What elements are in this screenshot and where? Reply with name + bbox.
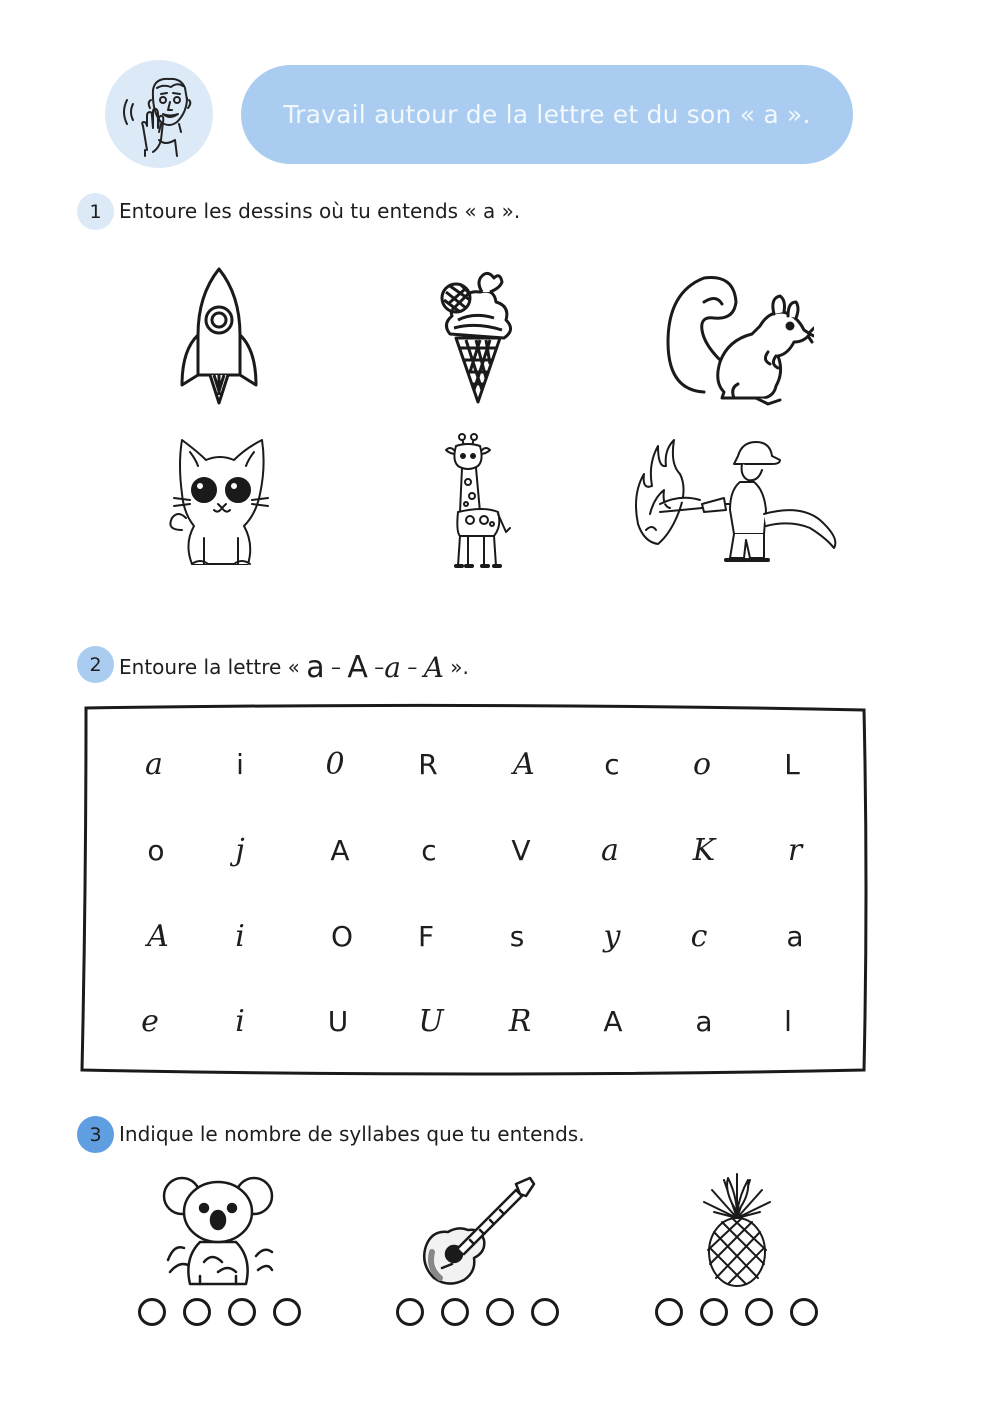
syllable-circle[interactable]	[396, 1298, 424, 1326]
syllable-circle[interactable]	[441, 1298, 469, 1326]
grid-letter[interactable]: y	[603, 919, 621, 954]
grid-letter[interactable]: o	[692, 747, 712, 782]
pineapple-icon	[700, 1172, 774, 1288]
grid-letter[interactable]: r	[787, 833, 803, 868]
letter-variant-print-lower: a	[306, 650, 325, 685]
grid-letter[interactable]: a	[786, 920, 804, 953]
letter-variant-cursive-upper: A	[423, 651, 444, 684]
syllable-circle[interactable]	[790, 1298, 818, 1326]
instruction-suffix: ».	[443, 655, 469, 679]
grid-letter[interactable]: K	[692, 833, 716, 868]
grid-letter[interactable]: U	[327, 1005, 349, 1038]
squirrel-icon[interactable]	[664, 272, 814, 406]
grid-letter[interactable]: A	[147, 919, 169, 954]
grid-letter[interactable]: F	[417, 920, 435, 953]
grid-letter[interactable]: i	[236, 748, 244, 781]
grid-letter[interactable]: O	[330, 920, 354, 953]
grid-letter[interactable]: L	[784, 748, 800, 781]
firefighter-icon[interactable]	[630, 434, 840, 570]
grid-letter[interactable]: c	[421, 834, 437, 867]
grid-letter[interactable]: c	[690, 919, 708, 954]
grid-letter[interactable]: U	[418, 1004, 444, 1039]
exercise-2-instruction	[119, 650, 469, 685]
cat-icon[interactable]	[164, 434, 274, 568]
grid-letter[interactable]: a	[145, 747, 163, 782]
grid-letter[interactable]: V	[511, 834, 531, 867]
grid-letter[interactable]: i	[235, 1004, 245, 1039]
syllable-circle[interactable]	[700, 1298, 728, 1326]
exercise-2-number: 2	[77, 646, 114, 683]
syllable-circle[interactable]	[273, 1298, 301, 1326]
grid-letter[interactable]: l	[784, 1005, 792, 1038]
koala-icon	[160, 1172, 276, 1288]
separator: –	[367, 655, 385, 679]
rocket-icon[interactable]	[178, 265, 260, 405]
syllable-circle[interactable]	[183, 1298, 211, 1326]
syllable-circle[interactable]	[486, 1298, 514, 1326]
syllable-circle[interactable]	[531, 1298, 559, 1326]
grid-letter[interactable]: A	[330, 834, 350, 867]
grid-letter[interactable]: s	[509, 920, 525, 953]
grid-letter[interactable]: A	[513, 747, 535, 782]
grid-letter[interactable]: a	[601, 833, 619, 868]
separator: –	[324, 655, 348, 679]
page-title: Travail autour de la lettre et du son « a ».	[283, 100, 811, 129]
grid-letter[interactable]: j	[235, 833, 245, 868]
grid-letter[interactable]: o	[147, 834, 165, 867]
exercise-3-instruction: Indique le nombre de syllabes que tu entends.	[119, 1122, 585, 1146]
grid-letter[interactable]: R	[508, 1004, 532, 1039]
letter-variant-cursive-lower: a	[384, 651, 401, 684]
grid-letter[interactable]: a	[695, 1005, 713, 1038]
guitar-icon	[418, 1174, 536, 1288]
teacher-avatar	[105, 60, 213, 168]
grid-letter[interactable]: i	[235, 919, 245, 954]
syllable-circle[interactable]	[138, 1298, 166, 1326]
separator: –	[400, 655, 424, 679]
title-banner	[241, 65, 853, 164]
exercise-1-number: 1	[77, 193, 114, 230]
instruction-prefix: Entoure la lettre «	[119, 655, 307, 679]
syllable-circle[interactable]	[228, 1298, 256, 1326]
grid-letter[interactable]: 0	[325, 747, 345, 782]
grid-letter[interactable]: R	[418, 748, 438, 781]
syllable-circle[interactable]	[655, 1298, 683, 1326]
letter-variant-print-upper: A	[347, 650, 368, 685]
syllable-circle[interactable]	[745, 1298, 773, 1326]
exercise-3-number: 3	[77, 1116, 114, 1153]
exercise-1-instruction: Entoure les dessins où tu entends « a ».	[119, 199, 521, 223]
grid-letter[interactable]: e	[141, 1004, 159, 1039]
giraffe-icon[interactable]	[440, 432, 518, 572]
grid-letter[interactable]: c	[604, 748, 620, 781]
ice-cream-icon[interactable]	[438, 268, 518, 404]
grid-letter[interactable]: A	[603, 1005, 623, 1038]
letter-grid-frame	[78, 700, 874, 1080]
teacher-icon	[105, 60, 213, 168]
